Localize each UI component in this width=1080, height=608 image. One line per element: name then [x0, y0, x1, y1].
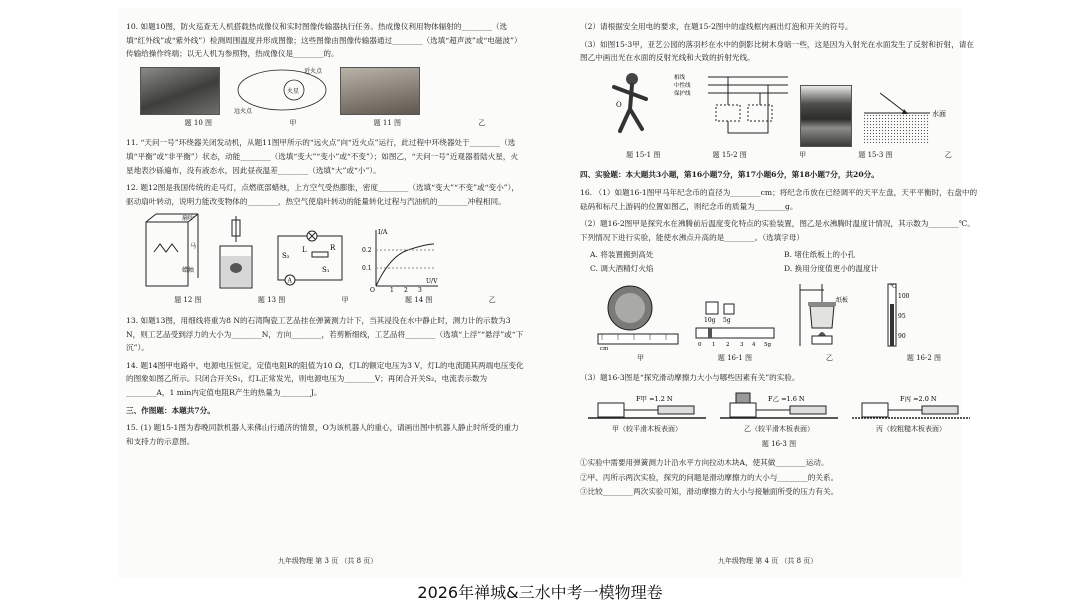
- section-4-heading: 四、实验题：本大题共3小题，第16小题7分，第17小题6分，第18小题7分，共20分。: [580, 170, 879, 180]
- x-axis-label: U/V: [426, 278, 438, 286]
- figure-16-captions: [600, 352, 978, 366]
- scale-2: 2: [726, 341, 730, 348]
- footer-page-4: 九年级物理 第 4 页 （共 8 页）: [718, 557, 818, 565]
- far-point-label: 远火点: [234, 107, 253, 115]
- caption-fig16-1: 题 16-1 图: [717, 353, 753, 362]
- setup-bing-label: 丙（较粗糙木板表面）: [876, 424, 946, 433]
- figure-12-14-captions: [146, 294, 524, 308]
- caption-fig15-3: 题 15-3 图: [858, 150, 893, 159]
- fan-label: 扇叶: [182, 215, 195, 223]
- orbit-diagram: [230, 65, 330, 115]
- friction-setup-bing: [852, 389, 970, 437]
- board-label: 纸板: [836, 296, 849, 304]
- caption-15-yi: 乙: [944, 150, 952, 159]
- question-14: 14. 题14图甲电路中，电源电压恒定，定值电阻R的阻值为10 Ω，灯L的额定电压为3 V，灯L的电流随其两端电压变化的图象如图乙所示。只闭合开关S₁，灯L正常发光，则电源电压为________V；再闭合开关S₂，电流表示数为________A，1 min内定值电阻R产生的热量为________J。: [126, 360, 524, 397]
- origin-label: O: [370, 287, 375, 293]
- circuit-diagram: [272, 226, 348, 292]
- question-15: 15. (1) 题15-1图为春晚同款机器人来佛山行通济的情景，O为该机器人的重心，请画出图中机器人静止时所受的重力和支持力的示意图。: [126, 423, 519, 446]
- boiling-apparatus: [790, 280, 860, 350]
- figure-12-14: [140, 212, 524, 292]
- scale-1: 1: [712, 341, 716, 348]
- horse-label: 马: [190, 243, 197, 251]
- thermometer: [872, 280, 912, 350]
- caption-fig11: 题 11 图: [373, 118, 401, 127]
- lantern-diagram: [140, 212, 200, 292]
- step-3: ③比较________两次实验可知，滑动摩擦力的大小与接触面所受的压力有关。: [580, 487, 839, 497]
- page-4: [580, 20, 978, 503]
- live-wire-label: 相线: [674, 74, 686, 81]
- question-15-2: （2）请根据安全用电的要求，在题15-2图中的虚线框内画出灯泡和开关的符号。: [580, 22, 853, 31]
- friction-figures: [588, 389, 978, 437]
- force-bing: F丙 =2.0 N: [900, 394, 937, 403]
- page-3: [126, 20, 524, 452]
- wiring-diagram: [672, 69, 792, 147]
- resistor-label: R: [330, 244, 336, 253]
- figure-15: [594, 69, 978, 147]
- iu-graph: [362, 226, 442, 292]
- caption-fig16-3: 题 16-3 图: [761, 440, 797, 449]
- caption-fig10: 题 10 图: [184, 118, 213, 127]
- figure-16: [594, 280, 978, 350]
- exam-sheet: [118, 8, 978, 578]
- weight-10g: 10g: [704, 316, 716, 324]
- tick-3: 3: [418, 287, 422, 293]
- caption-yi: 乙: [478, 118, 486, 127]
- friction-setup-jia: [588, 389, 706, 437]
- question-16-1: 16. （1）如题16-1图甲马年纪念币的直径为________cm；将纪念币放在已经调平的天平左盘，天平平衡时，右盘中的砝码和标尺上游码的位置如图乙，则纪念币的质量为________g。: [580, 187, 978, 211]
- temp-100: 100: [898, 292, 910, 300]
- tick-2: 2: [404, 287, 408, 293]
- tree-reflection-photo: [800, 85, 852, 147]
- setup-yi-label: 乙（较平滑木板表面）: [744, 424, 814, 433]
- caption-fig16-2: 题 16-2 图: [906, 353, 942, 362]
- force-jia: F甲 =1.2 N: [636, 394, 673, 403]
- caption-14-yi: 乙: [488, 296, 496, 305]
- mars-label: 火星: [287, 87, 300, 95]
- rover-photo: [340, 67, 420, 115]
- svg-text:A: A: [287, 277, 292, 285]
- option-b: B. 堵住纸板上的小孔: [784, 250, 856, 260]
- figure-10-11: [140, 65, 524, 115]
- question-13: 13. 如题13图，用细线将重为8 N的石湾陶瓷工艺品挂在弹簧测力计下，当其浸没在水中静止时，测力计的示数为3 N，则工艺品受到浮力的大小为________N，方向________，若剪断细线，工艺品将________（选填“上浮”“悬浮”或“下沉”）。: [126, 315, 524, 353]
- setup-jia-label: 甲（较平滑木板表面）: [612, 424, 682, 433]
- scale-3: 3: [740, 341, 744, 348]
- tick-1: 1: [390, 287, 394, 293]
- question-16-3: （3）题16-3图是“探究滑动摩擦力大小与哪些因素有关”的实验。: [580, 373, 800, 383]
- option-d: D. 换用分度值更小的温度计: [784, 263, 879, 273]
- balance-weights: [692, 284, 778, 350]
- tick-0-2: 0.2: [362, 247, 372, 255]
- force-yi: F乙 =1.6 N: [768, 394, 805, 403]
- coin-ruler: [594, 284, 680, 350]
- option-c: C. 调大酒精灯火焰: [590, 263, 654, 273]
- question-10: 10. 如题10图，防火巡查无人机搭载热成像仪和实时图像传输器执行任务。热成像仪利用物体辐射的________（选填“红外线”或“紫外线”）检测周围温度并形成图像；这些图像由图像传输器通过________（选填“超声波”或“电磁波”）传输给操作终端；以无人机为参照物，热成像仪是________的。: [126, 22, 522, 59]
- caption-fig15-2: 题 15-2 图: [712, 150, 747, 159]
- tick-0-1: 0.1: [362, 265, 372, 273]
- water-surface-diagram: [860, 87, 950, 147]
- temp-95: 95: [898, 312, 906, 320]
- lamp-label: L: [302, 246, 307, 255]
- near-point-label: 近火点: [304, 67, 323, 75]
- robot-drawing: [594, 69, 664, 147]
- temp-90: 90: [898, 332, 906, 340]
- caption-16-yi: 乙: [825, 353, 833, 362]
- caption-fig13: 题 13 图: [257, 296, 286, 305]
- neutral-wire-label: 中性线: [674, 82, 691, 89]
- celsius-label: ℃: [890, 282, 897, 290]
- y-axis-label: I/A: [378, 228, 388, 237]
- question-12: 12. 题12图是我国传统的走马灯，点燃底部蜡烛，上方空气受热膨胀，密度________（选填“变大”“不变”或“变小”），驱动扇叶转动，说明力能改变物体的________，热空气使扇叶转动的能量转化过程与汽油机的________冲程相同。: [126, 183, 519, 206]
- figure-10-11-captions: [146, 117, 524, 131]
- step-1: ①实验中需要用弹簧测力计沿水平方向拉动木块A，使其做________运动。: [580, 457, 829, 467]
- s2-label: S₂: [282, 252, 290, 261]
- scale-0: 0: [698, 341, 702, 348]
- ruler-cm-label: cm: [600, 345, 609, 350]
- weight-5g: 5g: [723, 316, 731, 324]
- section-3-heading: 三、作图题：本题共7分。: [126, 405, 215, 415]
- friction-setup-yi: [720, 389, 838, 437]
- step-2: ②甲、丙所示两次实验，探究的问题是滑动摩擦力的大小与________的关系。: [580, 472, 839, 482]
- footer-page-3: 九年级物理 第 3 页 （共 8 页）: [278, 557, 378, 565]
- question-16-2: （2）题16-2图甲是探究水在沸腾前后温度变化特点的实验装置，图乙是水沸腾时温度计情况，其示数为________℃。下列情况下进行实验，能使水沸点升高的是________。（选填字母）: [580, 219, 975, 242]
- caption-16-jia: 甲: [636, 353, 644, 362]
- caption-14-jia: 甲: [341, 296, 349, 305]
- candle-label: 蜡烛: [182, 267, 195, 275]
- float-diagram: [214, 212, 258, 292]
- center-o-label: O: [616, 100, 622, 109]
- drone-photo: [140, 67, 220, 115]
- ground-wire-label: 保护线: [674, 90, 691, 97]
- caption-jia: 甲: [289, 118, 297, 127]
- options-16: [590, 248, 978, 275]
- s1-label: S₁: [322, 266, 330, 275]
- option-a: A. 将装置搬到高处: [590, 250, 654, 260]
- caption-fig15-1: 题 15-1 图: [626, 150, 661, 159]
- water-surface-label: 水面: [932, 109, 946, 118]
- scale-5g: 5g: [764, 341, 772, 348]
- figure-15-captions: [600, 149, 978, 163]
- caption-fig12: 题 12 图: [174, 296, 202, 305]
- question-11: 11. “天问一号”环绕器关闭发动机，从题11图甲所示的“远火点”向“近火点”运行，此过程中环绕器处于________（选填“平衡”或“非平衡”）状态，动能________（选填“变大”“变小”或“不变”）；如图乙，“天问一号”近观器着陆火星，火星地表沙砾遍布，没有液态水，因此昼夜温差________（选填“大”或“小”）。: [126, 138, 519, 175]
- question-15-3: （3）如图15-3甲，亚艺公园的落羽杉在水中的倒影比树木身暗一些，这是因为入射光在水面发生了反射和折射，请在图乙中画出光在水面的反射光线和大致的折射光线。: [580, 39, 974, 63]
- caption-15-jia: 甲: [799, 150, 807, 159]
- caption-fig14: 题 14 图: [405, 296, 433, 305]
- video-caption-title: 2026年禅城&三水中考一模物理卷: [417, 583, 663, 602]
- scale-4: 4: [752, 341, 756, 348]
